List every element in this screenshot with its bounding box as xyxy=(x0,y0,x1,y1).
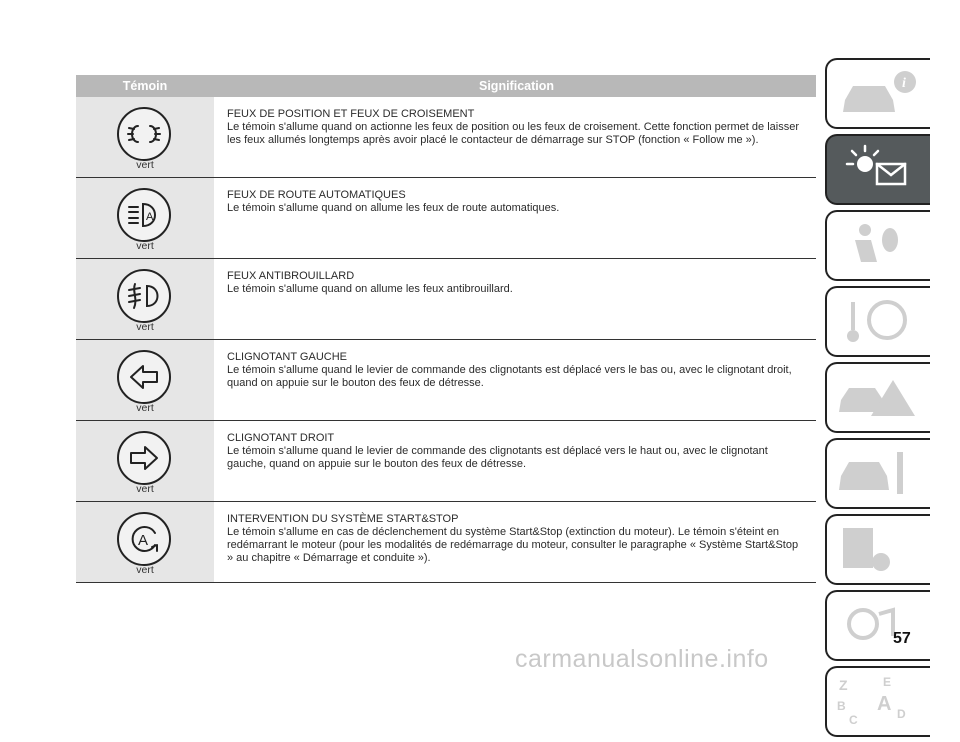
tab-safety[interactable] xyxy=(825,210,930,281)
table-row xyxy=(76,340,816,421)
left-arrow-icon xyxy=(117,350,171,404)
fog-light-icon xyxy=(117,269,171,323)
header-signification: Signification xyxy=(479,79,554,93)
tab-warning-lights[interactable] xyxy=(825,134,930,205)
tab-index[interactable] xyxy=(825,666,930,737)
right-arrow-icon xyxy=(117,431,171,485)
tab-multimedia[interactable] xyxy=(825,590,930,661)
table-row xyxy=(76,502,816,583)
row-title: FEUX DE ROUTE AUTOMATIQUES xyxy=(227,189,406,201)
car-maintenance-icon xyxy=(835,446,925,504)
svg-text:A: A xyxy=(877,693,892,715)
position-lights-icon xyxy=(117,107,171,161)
row-title: FEUX DE POSITION ET FEUX DE CROISEMENT xyxy=(227,108,475,120)
header-temoin: Témoin xyxy=(122,79,168,93)
table-row xyxy=(76,97,816,178)
row-title: CLIGNOTANT GAUCHE xyxy=(227,351,347,363)
table-row xyxy=(76,421,816,502)
color-label: vert xyxy=(136,564,154,576)
warning-lights-table xyxy=(76,75,816,583)
row-description: Le témoin s'allume en cas de déclenchement du système Start&Stop (extinction du moteur). Le témoin s'éteint en redémarrant le moteur (pour les modalités de redémarrage du moteur, consulter le paragraphe « Système Start&Stop » au chapitre « Démarrage et conduite »). xyxy=(227,525,799,564)
tab-car-info[interactable] xyxy=(825,58,930,129)
row-title: FEUX ANTIBROUILLARD xyxy=(227,270,355,282)
svg-text:A: A xyxy=(146,211,154,223)
page-number: 57 xyxy=(893,630,911,647)
row-description: Le témoin s'allume quand on allume les feux antibrouillard. xyxy=(227,282,513,295)
tab-emergency[interactable] xyxy=(825,362,930,433)
svg-text:A: A xyxy=(138,532,149,549)
table-header xyxy=(76,75,816,97)
svg-text:Z: Z xyxy=(839,677,848,693)
auto-high-beam-icon xyxy=(117,188,171,242)
car-info-icon xyxy=(835,66,925,124)
svg-text:E: E xyxy=(883,675,892,689)
row-title: INTERVENTION DU SYSTÈME START&STOP xyxy=(227,513,459,525)
tab-starting-driving[interactable] xyxy=(825,286,930,357)
row-description: Le témoin s'allume quand on allume les feux de route automatiques. xyxy=(227,201,560,214)
multimedia-icon xyxy=(835,598,925,656)
color-label: vert xyxy=(136,159,154,171)
row-title: CLIGNOTANT DROIT xyxy=(227,432,335,444)
svg-text:D: D xyxy=(897,707,906,721)
row-description: Le témoin s'allume quand le levier de commande des clignotants est déplacé vers le haut ou, avec le clignotant gauche, quand on appuie sur le bouton des feux de détresse. xyxy=(227,444,768,470)
row-description: Le témoin s'allume quand on actionne les feux de position ou les feux de croisement. Cette fonction permet de laisser les feux allumés longtemps après avoir placé le contacteur de démarrage sur STOP (fonction « Follow me »). xyxy=(227,120,799,146)
specs-gear-icon xyxy=(835,522,925,580)
color-label: vert xyxy=(136,402,154,414)
watermark: carmanualsonline.info xyxy=(515,645,769,673)
warning-lights-message-icon xyxy=(835,142,925,200)
steering-key-icon xyxy=(835,294,925,352)
table-row xyxy=(76,259,816,340)
tab-technical-data[interactable] xyxy=(825,514,930,585)
svg-text:i: i xyxy=(902,76,906,91)
table-row xyxy=(76,178,816,259)
color-label: vert xyxy=(136,240,154,252)
emergency-car-icon xyxy=(835,370,925,428)
row-description: Le témoin s'allume quand le levier de commande des clignotants est déplacé vers le bas ou, avec le clignotant droit, quand on appuie sur le bouton des feux de détresse. xyxy=(227,363,792,389)
svg-text:B: B xyxy=(837,699,846,713)
tab-maintenance[interactable] xyxy=(825,438,930,509)
safety-airbag-icon xyxy=(835,218,925,276)
color-label: vert xyxy=(136,321,154,333)
svg-text:C: C xyxy=(849,713,858,727)
start-stop-icon xyxy=(117,512,171,566)
chapter-tabs xyxy=(825,58,930,742)
color-label: vert xyxy=(136,483,154,495)
